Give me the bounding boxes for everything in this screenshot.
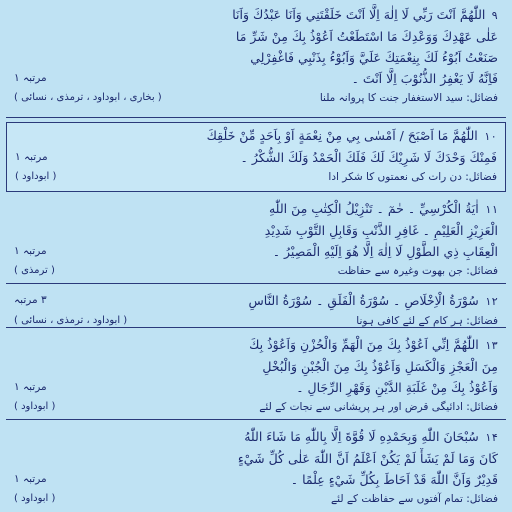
hadith-source: ( ابوداود ) bbox=[14, 493, 56, 504]
section-number: ۱۲ bbox=[484, 295, 498, 308]
dua-section-14 bbox=[6, 424, 506, 510]
dua-line: عَلٰى عَهْدِكَ وَوَعْدِكَ مَا اسْتَطَعْتُ اَعُوْذُ بِكَ مِنْ شَرِّ مَا bbox=[235, 29, 498, 44]
dua-section-13 bbox=[6, 332, 506, 420]
virtues-footer bbox=[14, 398, 498, 416]
dua-line: قَدِيْرٌ وَاَنَّ اللّٰهَ قَدْ اَحَاطَ بِكُلِّ شَيْءٍ عِلْمًا ۔ مرتبہ ۱ bbox=[14, 469, 498, 490]
hadith-source: ( ابوداود ) bbox=[15, 171, 57, 182]
virtues-text: فضائل: دن رات کی نعمتوں کا شکر ادا bbox=[328, 171, 497, 183]
virtues-text: فضائل: تمام آفتوں سے حفاظت کے لئے bbox=[331, 493, 498, 505]
section-number: ۹ bbox=[491, 9, 498, 22]
dua-section-11 bbox=[6, 196, 506, 284]
virtues-footer bbox=[14, 490, 498, 508]
dua-line: ۹اللّٰهُمَّ اَنْتَ رَبِّي لَا اِلٰهَ اِلَّا اَنْتَ خَلَقْتَنِي وَاَنَا عَبْدُكَ وَاَنَا bbox=[232, 7, 498, 22]
virtues-footer bbox=[14, 89, 498, 107]
hadith-source: ( ترمذی ) bbox=[14, 265, 55, 276]
dua-line: صَنَعْتُ اَبُوْءُ لَكَ بِنِعْمَتِكَ عَلَيَّ وَاَبُوْءُ بِذَنْبِي فَاغْفِرْلِي bbox=[250, 50, 498, 65]
section-number: ۱۱ bbox=[484, 203, 498, 216]
section-number: ۱۴ bbox=[484, 431, 498, 444]
repeat-marker: مرتبہ ۱ bbox=[14, 381, 47, 393]
virtues-text: فضائل: سید الاستغفار جنت کا پروانہ ملنا bbox=[319, 92, 498, 104]
dua-section-12 bbox=[6, 288, 506, 328]
dua-line: الْعِقَابِ ذِي الطَّوْلِ لَا اِلٰهَ اِلَّا هُوَ اِلَيْهِ الْمَصِيْرُ ۔ مرتبہ ۱ bbox=[14, 241, 498, 262]
dua-line: مِنَ الْعَجْزِ وَالْكَسَلِ وَاَعُوْذُ بِكَ مِنَ الْجُبْنِ وَالْبُخْلِ bbox=[262, 359, 498, 374]
dua-line: ۱۳اللّٰهُمَّ اِنِّي اَعُوْذُ بِكَ مِنَ الْهَمِّ وَالْحُزْنِ وَاَعُوْذُ بِكَ bbox=[249, 337, 498, 352]
dua-line: فَمِنْكَ وَحْدَكَ لَا شَرِيْكَ لَكَ فَلَكَ الْحَمْدُ وَلَكَ الشُّكْرُ ۔ مرتبہ ۱ bbox=[15, 147, 497, 168]
dua-line: الْعَزِيْزِ الْعَلِيْمِ ۔ غَافِرِ الذَّنْبِ وَقَابِلِ التَّوْبِ شَدِيْدِ bbox=[264, 223, 498, 238]
section-number: ۱۳ bbox=[484, 339, 498, 352]
repeat-marker: مرتبہ ۱ bbox=[14, 72, 47, 84]
dua-line: ۱۱اٰيَةُ الْكُرْسِيِّ ۔ حٰمٓ ۔ تَنْزِيْلُ الْكِتٰبِ مِنَ اللّٰهِ bbox=[268, 201, 498, 216]
dua-line: ۱۲سُوْرَةُ الْاِخْلَاصِ ۔ سُوْرَةُ الْفَلَقِ ۔ سُوْرَةُ النَّاسِ ۳ مرتبہ bbox=[14, 290, 498, 312]
virtues-footer bbox=[15, 168, 497, 186]
hadith-source: ( ابوداود ، ترمذی ، نسائی ) bbox=[14, 315, 128, 326]
repeat-marker: مرتبہ ۱ bbox=[14, 473, 47, 485]
hadith-source: ( ابوداود ) bbox=[14, 401, 56, 412]
virtues-footer bbox=[14, 312, 498, 330]
section-number: ۱۰ bbox=[483, 130, 497, 143]
dua-section-9 bbox=[6, 2, 506, 118]
virtues-text: فضائل: جن بھوت وغیرہ سے حفاظت bbox=[337, 265, 498, 277]
repeat-marker: ۳ مرتبہ bbox=[14, 294, 47, 306]
virtues-text: فضائل: ادائیگی قرض اور ہر پریشانی سے نجات کے لئے bbox=[259, 401, 498, 413]
dua-section-10 bbox=[6, 122, 506, 192]
repeat-marker: مرتبہ ۱ bbox=[14, 245, 47, 257]
dua-line: كَانَ وَمَا لَمْ يَشَأْ لَمْ يَكُنْ اَعْلَمُ اَنَّ اللّٰهَ عَلٰى كُلِّ شَيْءٍ bbox=[237, 451, 498, 466]
dua-line: وَاَعُوْذُ بِكَ مِنْ غَلَبَةِ الدَّيْنِ وَقَهْرِ الرِّجَالِ ۔ مرتبہ ۱ bbox=[14, 377, 498, 398]
virtues-footer bbox=[14, 262, 498, 280]
dua-line: ۱۴سُبْحَانَ اللّٰهِ وَبِحَمْدِهِ لَا قُوَّةَ اِلَّا بِاللّٰهِ مَا شَاءَ اللّٰهُ bbox=[244, 429, 498, 444]
repeat-marker: مرتبہ ۱ bbox=[15, 151, 48, 163]
hadith-source: ( بخاری ، ابوداود ، ترمذی ، نسائی ) bbox=[14, 92, 162, 103]
dua-line: فَاِنَّهُ لَا يَغْفِرُ الذُّنُوْبَ اِلَّا اَنْتَ ۔ مرتبہ ۱ bbox=[14, 68, 498, 89]
dua-line: ۱۰اللّٰهُمَّ مَا اَصْبَحَ / اَمْسٰى بِي مِنْ نِعْمَةٍ اَوْ بِاَحَدٍ مِّنْ خَلْقِكَ bbox=[206, 128, 497, 143]
virtues-text: فضائل: ہر کام کے لئے کافی ہونا bbox=[356, 315, 498, 327]
